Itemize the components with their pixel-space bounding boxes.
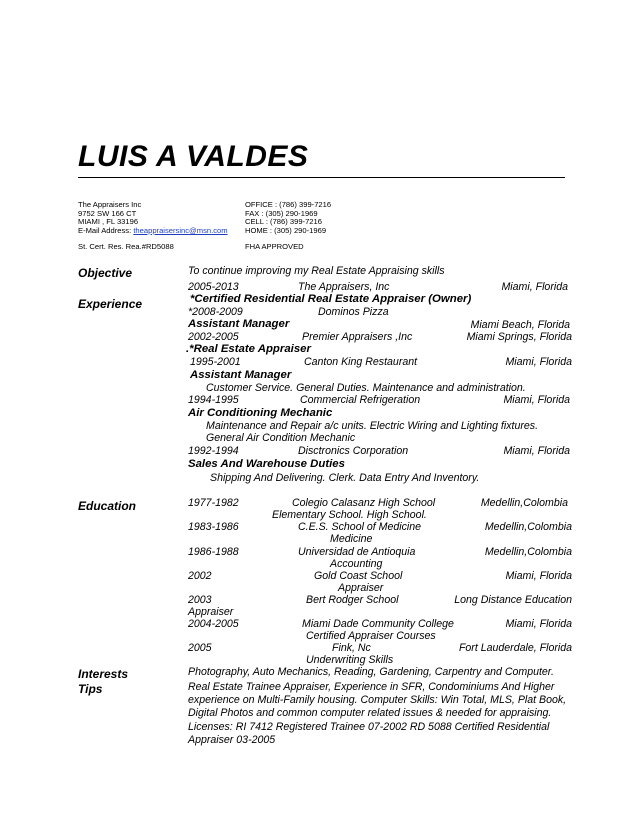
job-employer: Disctronics Corporation — [298, 445, 409, 457]
edu-location: Medellin,Colombia — [480, 497, 568, 509]
tips-heading: Tips — [78, 682, 103, 696]
job-title: *Certified Residential Real Estate Appraiser (Owner) — [190, 293, 472, 305]
job-years: 1994-1995 — [188, 394, 239, 406]
edu-program: Elementary School. High School. — [272, 509, 427, 521]
interests-heading: Interests — [78, 667, 129, 681]
edu-school: Miami Dade Community College — [302, 618, 454, 630]
objective-heading: Objective — [78, 266, 133, 280]
edu-program: Appraiser — [188, 606, 234, 618]
edu-program: Appraiser — [338, 582, 384, 594]
edu-years: 2002 — [188, 570, 212, 582]
resume-name: LUIS A VALDES — [78, 140, 309, 173]
phone-office: OFFICE : (786) 399-7216 — [245, 200, 332, 209]
tips-text: Real Estate Trainee Appraiser, Experience in SFR, Condominiums And Higher experience on Multi-Family housing. Computer Skills: Win Total, MLS, Plat Book, Digital Photos and common computer related issues & needed for appraising. Licenses: RI 7412 Registered Trainee 07-2002 RD 5088 Certified Residential Appraiser 03-2005 — [188, 681, 567, 746]
job-duties: Shipping And Delivering. Clerk. Data Entry And Inventory. — [210, 472, 480, 484]
job-employer: Commercial Refrigeration — [300, 394, 421, 406]
phone-fax: FAX : (305) 290-1969 — [245, 208, 318, 218]
edu-years: 2003 — [188, 594, 212, 606]
job-duties: General Air Condition Mechanic — [206, 432, 356, 444]
email-label: E-Mail Address: — [78, 225, 132, 235]
city-address: MIAMI , FL 33196 — [78, 217, 139, 227]
edu-years: 1986-1988 — [188, 546, 239, 558]
edu-years: 1983-1986 — [188, 521, 239, 533]
job-duties: Customer Service. General Duties. Maintenance and administration. — [206, 382, 526, 394]
edu-location: Medellin,Colombia — [484, 546, 572, 558]
objective-text: To continue improving my Real Estate Appraising skills — [188, 265, 445, 277]
header-divider — [78, 177, 565, 178]
edu-school: Fink, Nc — [332, 642, 371, 654]
job-location: Miami, Florida — [503, 445, 570, 457]
job-location: Miami, Florida — [505, 356, 572, 368]
edu-location: Miami, Florida — [505, 618, 572, 630]
job-title: .*Real Estate Appraiser — [186, 343, 311, 355]
edu-school: Universidad de Antioquia — [298, 546, 416, 558]
edu-location: Medellin,Colombia — [484, 521, 572, 533]
edu-school: Bert Rodger School — [306, 594, 399, 606]
license-number: St. Cert. Res. Rea.#RD5088 — [78, 242, 174, 251]
edu-location: Fort Lauderdale, Florida — [458, 642, 572, 654]
edu-school: Gold Coast School — [314, 570, 403, 582]
fha-approved: FHA APPROVED — [245, 242, 304, 251]
job-title: Assistant Manager — [190, 369, 292, 381]
phone-home: HOME : (305) 290-1969 — [245, 225, 327, 235]
edu-location: Long Distance Education — [454, 594, 572, 606]
edu-program: Certified Appraiser Courses — [306, 630, 436, 642]
street-address: 9752 SW 166 CT — [78, 208, 137, 218]
job-employer: Premier Appraisers ,Inc — [302, 331, 413, 343]
job-location: Miami Springs, Florida — [466, 331, 572, 343]
job-years: 1995-2001 — [190, 356, 241, 368]
job-title: Assistant Manager — [188, 318, 290, 330]
job-employer: Canton King Restaurant — [304, 356, 418, 368]
job-employer: The Appraisers, Inc — [298, 281, 390, 293]
job-location: Miami, Florida — [501, 281, 568, 293]
company-name: The Appraisers Inc — [78, 200, 142, 209]
edu-years: 2004-2005 — [188, 618, 239, 630]
email-line — [78, 227, 228, 236]
education-heading: Education — [78, 499, 137, 513]
job-employer: Dominos Pizza — [318, 306, 389, 318]
job-years: 2005-2013 — [188, 281, 239, 293]
edu-school: Colegio Calasanz High School — [292, 497, 436, 509]
edu-program: Medicine — [330, 533, 373, 545]
edu-program: Underwriting Skills — [306, 654, 394, 666]
job-years: 1992-1994 — [188, 445, 239, 457]
job-title: Sales And Warehouse Duties — [188, 458, 345, 470]
job-years: *2008-2009 — [188, 306, 243, 318]
edu-location: Miami, Florida — [505, 570, 572, 582]
edu-program: Accounting — [330, 558, 383, 570]
edu-years: 2005 — [188, 642, 212, 654]
interests-text: Photography, Auto Mechanics, Reading, Gardening, Carpentry and Computer. — [188, 666, 554, 678]
phone-cell: CELL : (786) 399-7216 — [245, 217, 322, 227]
email-link[interactable]: theappraisersinc@msn.com — [133, 225, 228, 235]
job-location: Miami Beach, Florida — [470, 319, 570, 331]
experience-heading: Experience — [78, 297, 143, 311]
job-location: Miami, Florida — [503, 394, 570, 406]
edu-years: 1977-1982 — [188, 497, 239, 509]
job-title: Air Conditioning Mechanic — [188, 407, 333, 419]
edu-school: C.E.S. School of Medicine — [298, 521, 422, 533]
job-duties: Maintenance and Repair a/c units. Electric Wiring and Lighting fixtures. — [206, 420, 539, 432]
job-years: 2002-2005 — [188, 331, 239, 343]
